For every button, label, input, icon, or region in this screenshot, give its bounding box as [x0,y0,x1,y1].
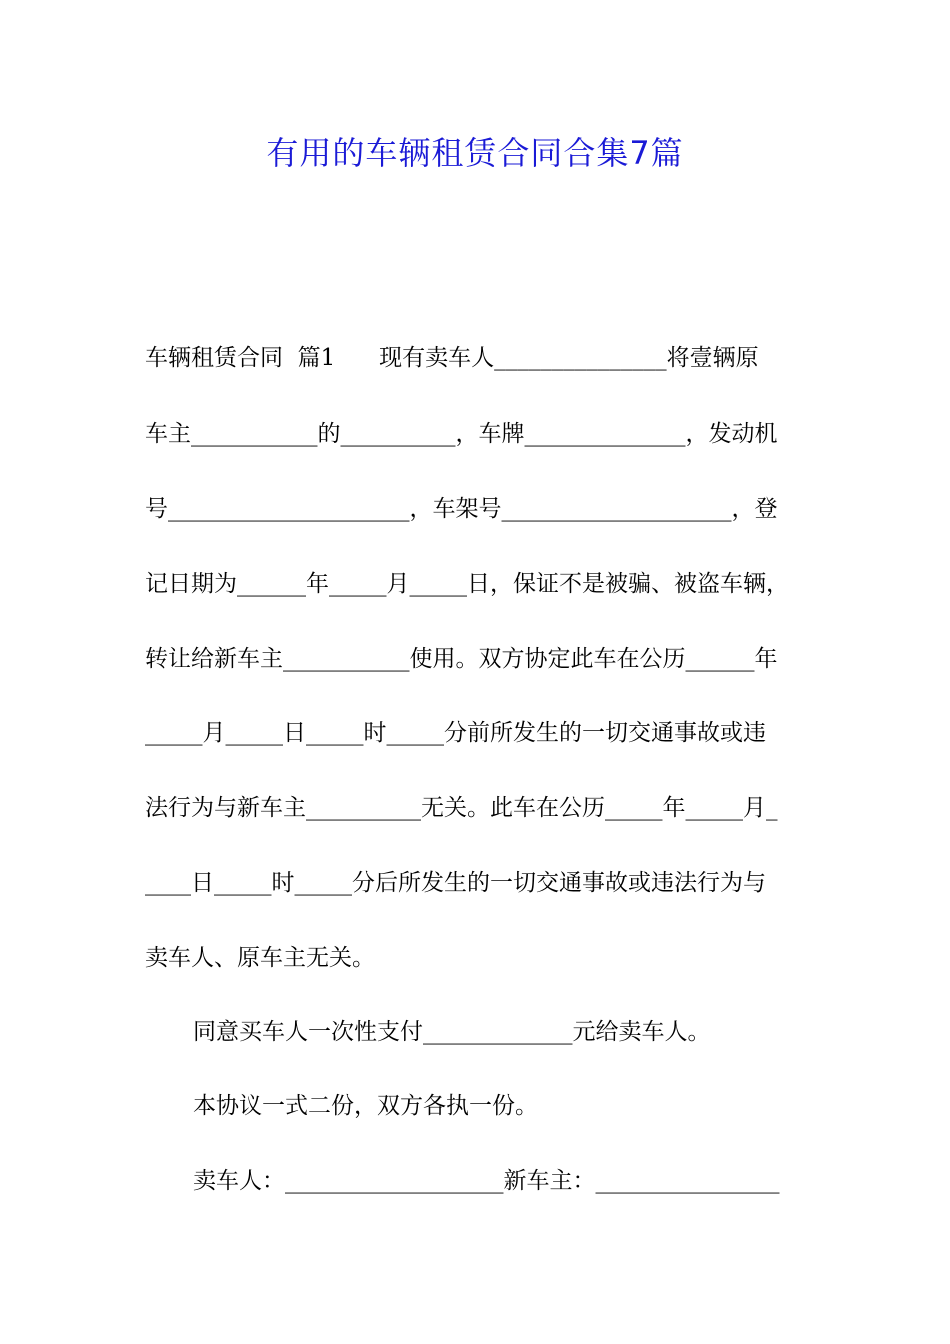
body-line-8: ____日_____时_____分后所发生的一切交通事故或违法行为与 [145,870,766,896]
signature-line: 卖车人：___________________新车主：________________ [193,1168,780,1194]
body-line-5: 转让给新车主___________使用。双方协定此车在公历______年 [145,646,778,672]
payment-paragraph: 同意买车人一次性支付_____________元给卖车人。 [193,1019,711,1045]
body-line-4: 记日期为______年_____月_____日，保证不是被骗、被盗车辆， [145,571,789,597]
body-line-1: 车辆租赁合同 篇1 现有卖车人_______________将壹辆原 [145,345,759,371]
body-line-9: 卖车人、原车主无关。 [145,945,375,971]
body-line-6: _____月_____日_____时_____分前所发生的一切交通事故或违 [145,720,766,746]
body-line-2: 车主___________的__________，车牌______________，发动机 [145,421,778,447]
body-line-3: 号_____________________，车架号____________________，登 [145,496,778,522]
body-line-7: 法行为与新车主__________无关。此车在公历_____年_____月_ [145,795,778,821]
document-title: 有用的车辆租赁合同合集7篇 [266,134,684,172]
copies-paragraph: 本协议一式二份，双方各执一份。 [193,1093,538,1119]
